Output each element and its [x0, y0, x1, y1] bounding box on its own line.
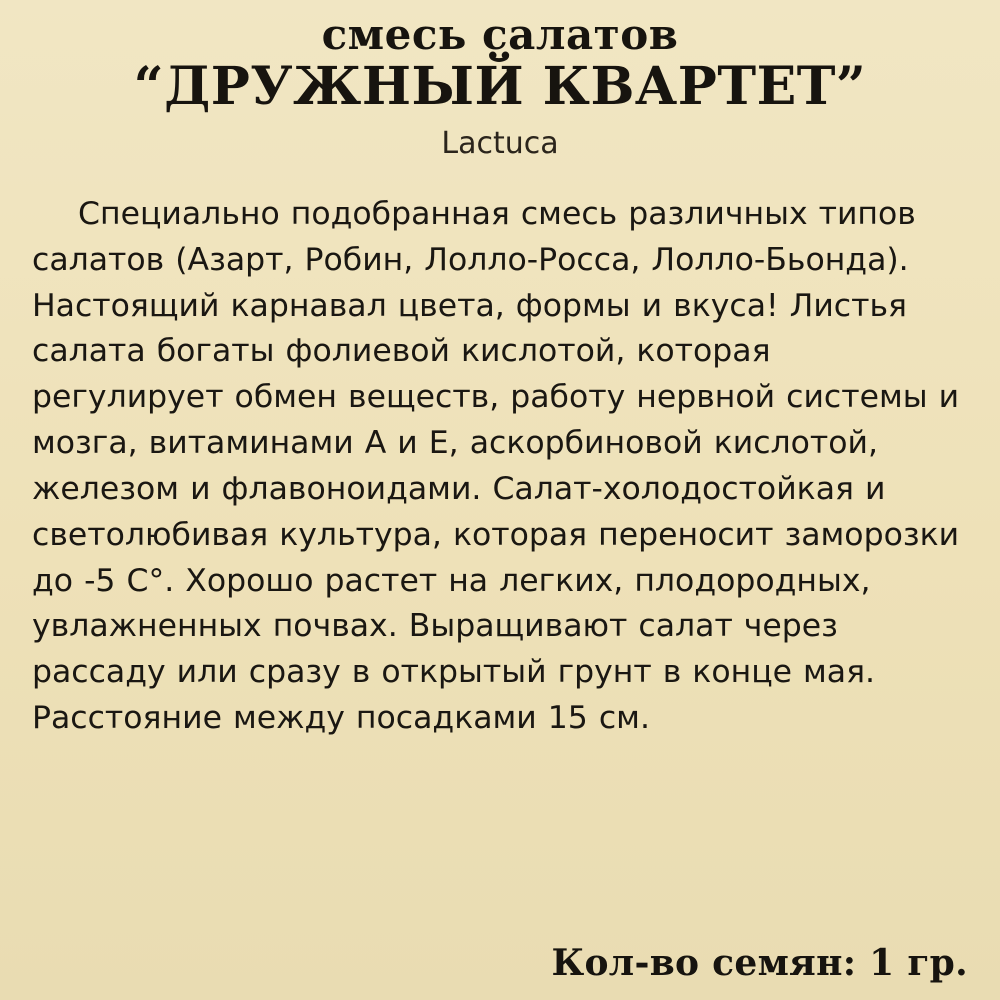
- seed-amount-text: Кол-во семян: 1 гр.: [551, 942, 968, 984]
- variety-name-title: “ДРУЖНЫЙ КВАРТЕТ”: [133, 55, 867, 117]
- description-text: Специально подобранная смесь различных типов салатов (Азарт, Робин, Лолло-Росса, Лолло-Бьонда). Настоящий карнавал цвета, формы и вкуса! Листья салата богаты фолиевой кислотой, которая регулирует обмен веществ, работу нервной системы и мозга, витаминами А и Е, аскорбиновой кислотой, железом и флавоноидами. Салат-холодостойкая и светолюбивая культура, которая переносит заморозки до -5 С°. Хорошо растет на легких, плодородных, увлажненных почвах. Выращивают салат через рассаду или сразу в открытый грунт в конце мая. Расстояние между посадками 15 см.: [32, 195, 960, 737]
- crop-kind-title: смесь салатов: [321, 10, 679, 59]
- layout-spacer: [22, 742, 978, 942]
- latin-name-subtitle: Lactuca: [441, 125, 559, 161]
- label-header: [22, 10, 978, 162]
- label-footer: [22, 942, 978, 990]
